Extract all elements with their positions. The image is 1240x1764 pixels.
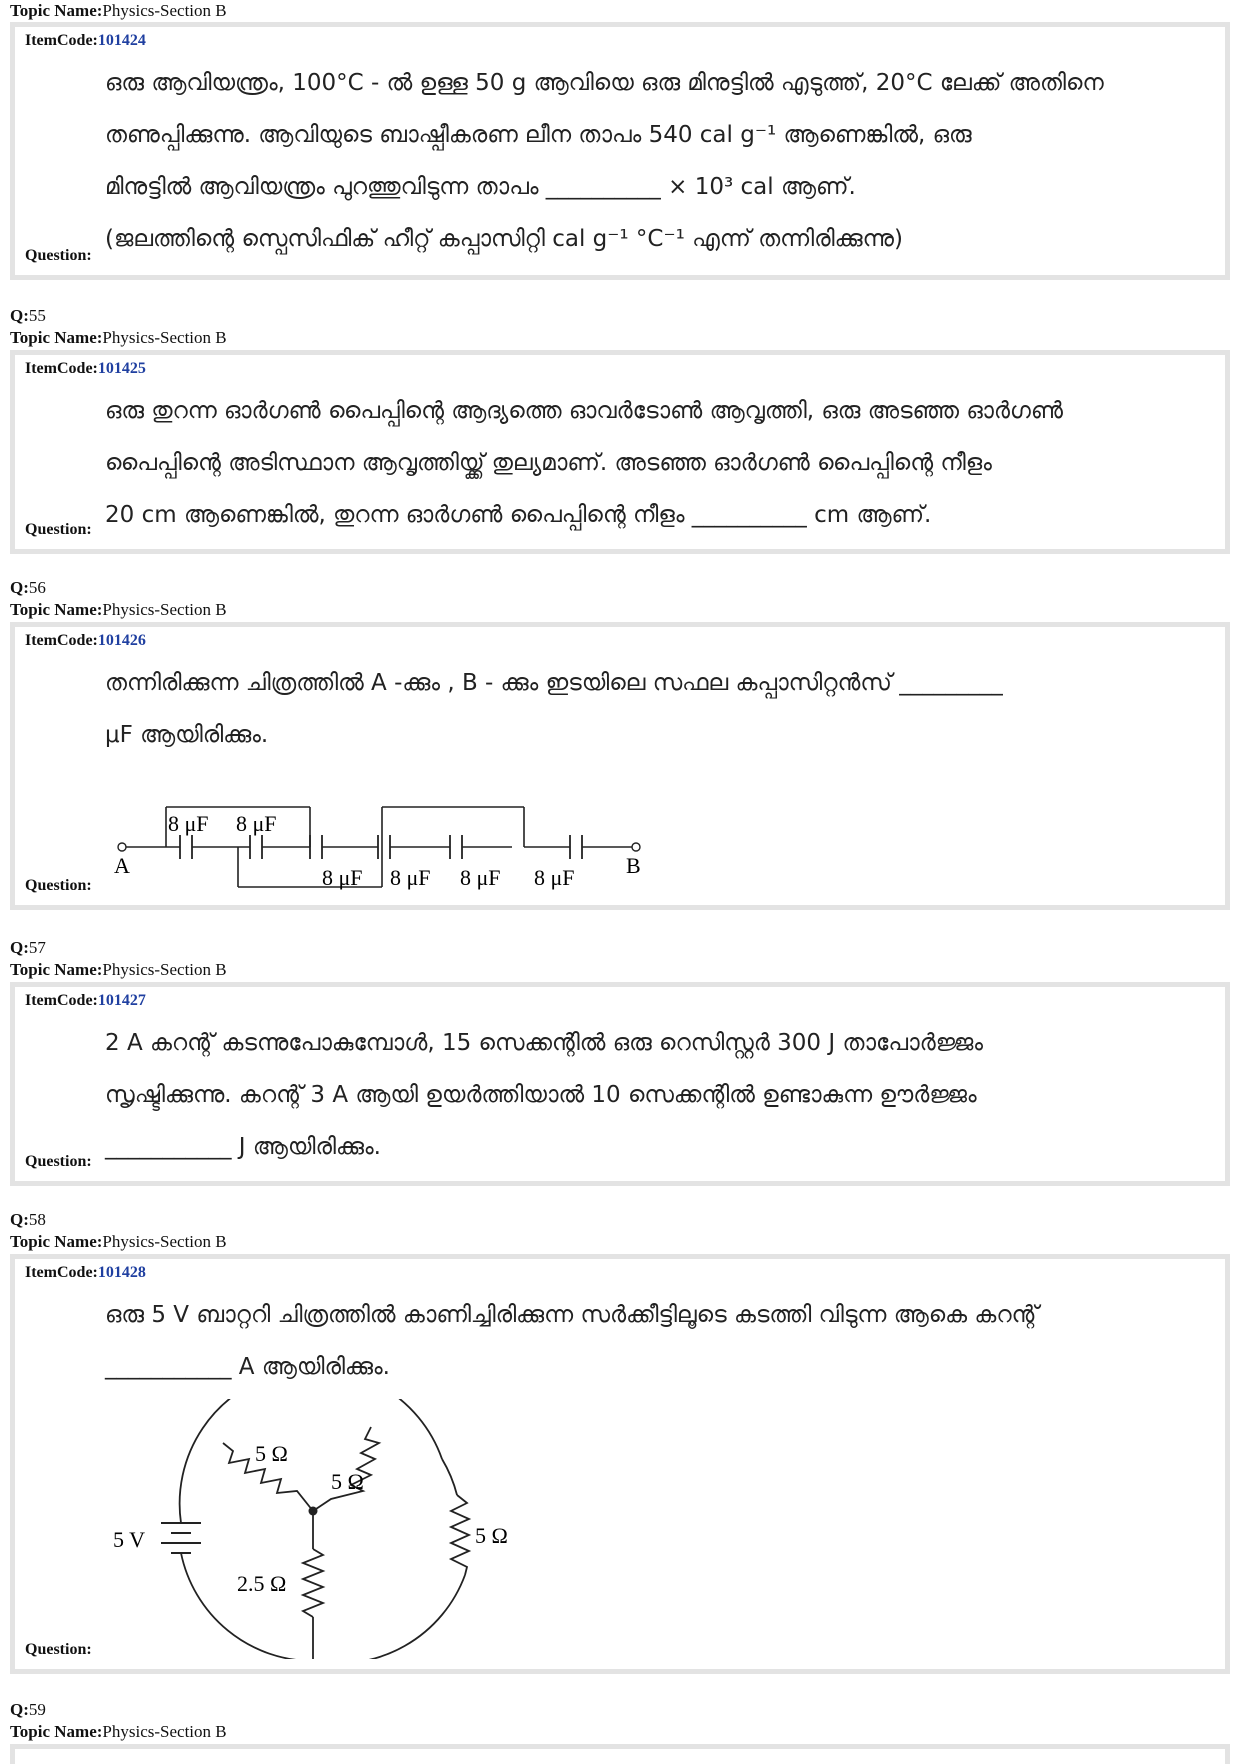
question-line: ___________ J ആയിരിക്കും. [105,1134,381,1160]
resistor-bottom [303,1549,323,1617]
question-label: Question: [25,521,92,538]
terminal-a-node [118,843,126,851]
question-label: Question: [25,1153,92,1170]
question-line: ഒരു തുറന്ന ഓർഗൺ പൈപ്പിന്റെ ആദ്യത്തെ ഓവർടോൺ ആവൃത്തി, ഒരു അടഞ്ഞ ഓർഗൺ [105,398,1064,424]
topic-prefix: Topic Name: [10,1,103,20]
item-code-prefix: ItemCode: [25,1264,98,1281]
topic-name-line [10,328,227,348]
item-code-prefix: ItemCode: [25,360,98,377]
item-code [25,1264,146,1282]
q-number: 56 [28,578,46,597]
item-code-prefix: ItemCode: [25,992,98,1009]
question-box-101426 [10,622,1230,910]
item-code [25,360,146,378]
topic-prefix: Topic Name: [10,1232,103,1251]
topic-name-line [10,600,227,620]
resistor-label-1: 5 Ω [255,1441,288,1466]
question-number-59 [10,1700,46,1720]
item-code-prefix: ItemCode: [25,32,98,49]
question-line: പൈപ്പിന്റെ അടിസ്ഥാന ആവൃത്തിയ്ക്ക് തുല്യമാണ്. അടഞ്ഞ ഓർഗൺ പൈപ്പിന്റെ നീളം [105,450,992,476]
question-label: Question: [25,1641,92,1658]
item-code [25,32,146,50]
topic-name: Physics-Section B [102,1,227,20]
capacitor-label-4: 8 μF [390,865,431,890]
resistor-label-3: 5 Ω [475,1523,508,1548]
q-prefix: Q: [10,1700,29,1719]
resistor-circuit-figure [105,1399,525,1659]
item-code-value: 101424 [97,32,146,49]
topic-prefix: Topic Name: [10,960,103,979]
question-label: Question: [25,877,92,894]
resistor-label-4: 2.5 Ω [237,1571,287,1596]
terminal-a-label: A [114,853,130,878]
question-box-cutoff [10,1744,1230,1764]
q-prefix: Q: [10,306,29,325]
question-number-57 [10,938,46,958]
question-label: Question: [25,247,92,264]
question-line: ___________ A ആയിരിക്കും. [105,1354,390,1380]
topic-name-line [10,960,227,980]
question-text [105,1017,1213,1173]
question-line: തണുപ്പിക്കുന്നു. ആവിയുടെ ബാഷ്പീകരണ ലീന താപം 540 cal g⁻¹ ആണെങ്കിൽ, ഒരു [105,122,972,148]
item-code-value: 101427 [97,992,146,1009]
question-box-101427 [10,982,1230,1186]
topic-name: Physics-Section B [102,960,227,979]
topic-name-line [10,1232,227,1252]
battery-label: 5 V [113,1527,145,1552]
topic-prefix: Topic Name: [10,600,103,619]
question-number-58 [10,1210,46,1230]
item-code-prefix: ItemCode: [25,632,98,649]
capacitor-label-3: 8 μF [322,865,363,890]
question-line: (ജലത്തിന്റെ സ്പെസിഫിക് ഹീറ്റ് കപ്പാസിറ്റി cal g⁻¹ °C⁻¹ എന്ന് തന്നിരിക്കുന്നു) [105,226,903,252]
q-number: 58 [28,1210,46,1229]
question-text [105,385,1213,541]
question-box-101425 [10,350,1230,554]
q-number: 57 [28,938,46,957]
question-line: ഒരു ആവിയന്ത്രം, 100°C - ൽ ഉള്ള 50 g ആവിയെ ഒരു മിനുട്ടിൽ എടുത്ത്, 20°C ലേക്ക് അതിനെ [105,70,1104,96]
question-text [105,57,1213,265]
q-number: 59 [28,1700,46,1719]
q-prefix: Q: [10,938,29,957]
question-text [105,1289,1213,1393]
question-line: മിനുട്ടിൽ ആവിയന്ത്രം പുറത്തുവിടുന്ന താപം __________ × 10³ cal ആണ്. [105,174,856,200]
item-code-value: 101426 [97,632,146,649]
item-code-value: 101425 [97,360,146,377]
junction-node [309,1507,318,1516]
question-line: ഒരു 5 V ബാറ്ററി ചിത്രത്തിൽ കാണിച്ചിരിക്കുന്ന സർക്കീട്ടിലൂടെ കടത്തി വിടുന്ന ആകെ കറന്റ് [105,1302,1039,1328]
capacitor-label-6: 8 μF [534,865,575,890]
capacitor-label-1: 8 μF [168,811,209,836]
topic-name: Physics-Section B [102,328,227,347]
question-line: 20 cm ആണെങ്കിൽ, തുറന്ന ഓർഗൺ പൈപ്പിന്റെ നീളം __________ cm ആണ്. [105,502,932,528]
question-number-56 [10,578,46,598]
topic-prefix: Topic Name: [10,328,103,347]
question-number-55 [10,306,46,326]
question-text [105,657,1213,761]
question-line: സൃഷ്ടിക്കുന്നു. കറന്റ് 3 A ആയി ഉയർത്തിയാൽ 10 സെക്കന്റിൽ ഉണ്ടാകുന്ന ഊർജ്ജം [105,1082,977,1108]
topic-name: Physics-Section B [102,1722,227,1741]
q-prefix: Q: [10,1210,29,1229]
resistor-right [451,1495,469,1575]
question-box-101428 [10,1254,1230,1674]
question-line: 2 A കറന്റ് കടന്നുപോകുമ്പോൾ, 15 സെക്കന്റിൽ ഒരു റെസിസ്റ്റർ 300 J താപോർജ്ജം [105,1030,983,1056]
question-line: തന്നിരിക്കുന്ന ചിത്രത്തിൽ A -ക്കും , B - ക്കും ഇടയിലെ സഫല കപ്പാസിറ്റൻസ് _________ [105,670,1003,696]
topic-name: Physics-Section B [102,600,227,619]
question-line: μF ആയിരിക്കും. [105,722,269,748]
resistor-label-2: 5 Ω [331,1469,364,1494]
topic-name: Physics-Section B [102,1232,227,1251]
topic-name-line [10,1,227,21]
item-code [25,992,146,1010]
capacitor-label-5: 8 μF [460,865,501,890]
topic-prefix: Topic Name: [10,1722,103,1741]
item-code [25,632,146,650]
capacitor-circuit-figure [110,787,670,897]
terminal-b-label: B [626,853,641,878]
capacitor-label-2: 8 μF [236,811,277,836]
q-prefix: Q: [10,578,29,597]
terminal-b-node [632,843,640,851]
question-box-101424 [10,22,1230,280]
q-number: 55 [28,306,46,325]
item-code-value: 101428 [97,1264,146,1281]
topic-name-line [10,1722,227,1742]
